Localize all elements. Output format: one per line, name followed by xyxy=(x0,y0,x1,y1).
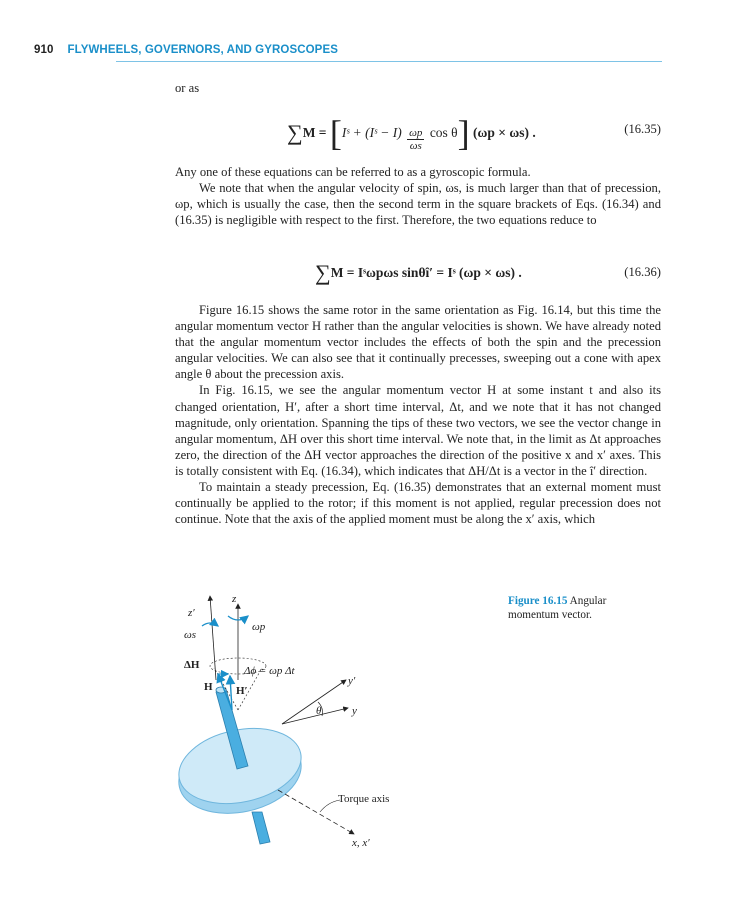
eq-rhs: (ωp × ωs) . xyxy=(473,125,536,140)
rotor-diagram xyxy=(170,590,480,870)
paragraph-2: We note that when the angular velocity of spin, ωs, is much larger than that of precession, ωp, which is usually the case, then the second term in the square brackets of Eqs. (16.34) and (16.35) is negligible with respect to the first. Therefore, the two equations reduce to xyxy=(175,181,661,228)
torque-leader xyxy=(320,800,340,812)
right-bracket: ] xyxy=(457,113,470,153)
paragraph-4: In Fig. 16.15, we see the angular momentum vector H at some instant t and also its changed orientation, H′, after a short time interval, Δt, and we note that it has not changed magnitude, only orientation. Spanning the tips of these two vectors, we see the vector change in angular momentum, ΔH over this short time interval. We note that, in the limit as Δt approaches zero, the direction of the ΔH vector approaches the direction of the positive x and x′ axes. This is totally consistent with Eq. (16.34), which indicates that ΔH/Δt is a vector in the î′ direction. xyxy=(175,383,661,478)
running-header xyxy=(34,44,662,56)
equation-number-16-35: (16.35) xyxy=(624,122,661,136)
header-rule xyxy=(116,61,662,62)
frac-denominator: ωs xyxy=(409,140,422,152)
page-number: 910 xyxy=(34,44,54,56)
label-torque-axis: Torque axis xyxy=(338,793,390,805)
left-bracket: [ xyxy=(329,113,342,153)
y-prime-axis xyxy=(282,680,346,724)
body-text-2 xyxy=(175,302,661,527)
paragraph-1: Any one of these equations can be referred to as a gyroscopic formula. xyxy=(175,165,531,179)
label-z-prime: z′ xyxy=(188,607,195,619)
eq-1636-text: M = Iˢωpωs sinθî′ = Iˢ (ωp × ωs) . xyxy=(330,265,522,280)
label-x-axes: x, x′ xyxy=(352,837,370,849)
eq-term1: Iˢ + (Iˢ − I) xyxy=(341,125,402,140)
equation-16-35-body xyxy=(287,112,536,154)
equation-number-16-36: (16.36) xyxy=(624,265,661,279)
label-delta-H: ΔH xyxy=(184,659,200,671)
eq-term2: cos θ xyxy=(429,125,458,140)
body-text-1 xyxy=(175,164,661,228)
paragraph-3: Figure 16.15 shows the same rotor in the same orientation as Fig. 16.14, but this time the angular momentum vector H rather than the angular velocities is shown. We have already noted that the angular momentum vector includes the effects of both the spin and the precession angular velocities. We can also see that it continually precesses, sweeping out a cone with apex angle θ about the precession axis. xyxy=(175,303,661,382)
equation-16-35 xyxy=(175,112,661,158)
eq-lhs: M = xyxy=(302,125,327,140)
rotor-disk xyxy=(171,718,308,824)
sum-symbol: ∑ xyxy=(287,120,303,145)
label-omega-p: ωp xyxy=(252,621,266,633)
frac-numerator: ωp xyxy=(409,127,423,139)
spin-rotation-arrow xyxy=(202,623,218,626)
label-omega-s: ωs xyxy=(184,629,197,641)
label-y: y xyxy=(352,705,357,717)
caption-text: Angular momentum vector. xyxy=(508,595,607,621)
intro-line: or as xyxy=(175,81,200,95)
equation-16-36 xyxy=(175,260,661,306)
label-y-prime: y′ xyxy=(348,675,356,687)
paragraph-5: To maintain a steady precession, Eq. (16.35) demonstrates that an external moment must continually be applied to the rotor; if this moment is not applied, regular precession does not continue. Note that the axis of the applied moment must be along the x′ axis, which xyxy=(175,480,661,527)
label-delta-phi: Δϕ = ωp Δt xyxy=(244,665,295,677)
eq-fraction xyxy=(407,127,424,152)
intro-text xyxy=(175,80,661,96)
label-z: z xyxy=(232,593,237,605)
figure-16-15 xyxy=(170,590,480,870)
label-H: H xyxy=(204,681,213,693)
label-theta: θ xyxy=(316,705,322,717)
caption-label: Figure 16.15 xyxy=(508,595,568,607)
z-prime-axis xyxy=(210,596,216,680)
equation-16-36-body xyxy=(315,260,522,286)
sum-symbol: ∑ xyxy=(315,260,331,285)
chapter-title: FLYWHEELS, GOVERNORS, AND GYROSCOPES xyxy=(67,44,338,56)
y-axis xyxy=(282,708,348,724)
label-H-prime: H′ xyxy=(236,685,248,697)
figure-caption xyxy=(508,594,658,622)
lower-shaft xyxy=(252,812,270,844)
